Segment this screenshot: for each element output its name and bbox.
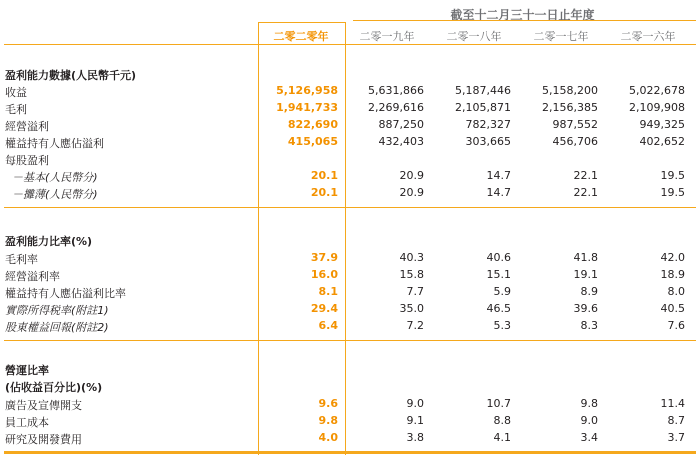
cell-2019: 9.1 (406, 414, 424, 427)
cell-2016: 11.4 (660, 397, 685, 410)
table-row (0, 397, 700, 414)
cell-2016: 2,109,908 (629, 101, 685, 114)
table-row (0, 186, 700, 203)
cell-2016: 40.5 (660, 302, 685, 315)
cell-2020: 9.6 (318, 397, 338, 410)
cell-2017: 8.9 (580, 285, 598, 298)
cell-2019: 7.2 (406, 319, 424, 332)
cell-2019: 2,269,616 (368, 101, 424, 114)
cell-2016: 5,022,678 (629, 84, 685, 97)
row-label: 廣告及宣傳開支 (5, 399, 82, 412)
row-label: 員工成本 (5, 416, 49, 429)
cell-2020: 822,690 (287, 118, 338, 131)
section-title-profitability-data (0, 67, 700, 84)
section-subtitle: (佔收益百分比)(%) (5, 381, 103, 394)
cell-2017: 456,706 (552, 135, 598, 148)
section-title-profitability-ratios (0, 233, 700, 250)
cell-2019: 9.0 (406, 397, 424, 410)
period-rule (353, 20, 696, 21)
cell-2018: 40.6 (486, 251, 511, 264)
cell-2017: 987,552 (552, 118, 598, 131)
cell-2016: 8.0 (667, 285, 685, 298)
table-row (0, 268, 700, 285)
cell-2017: 3.4 (580, 431, 598, 444)
cell-2020: 9.8 (318, 414, 338, 427)
row-label: －攤薄(人民幣分) (12, 188, 98, 201)
cell-2020: 6.4 (318, 319, 338, 332)
cell-2016: 402,652 (639, 135, 685, 148)
cell-2019: 35.0 (399, 302, 424, 315)
cell-2018: 4.1 (493, 431, 511, 444)
cell-2019: 40.3 (399, 251, 424, 264)
cell-2018: 15.1 (486, 268, 511, 281)
table-row (0, 101, 700, 118)
row-label: 研究及開發費用 (5, 433, 82, 446)
row-label: 經營溢利率 (5, 270, 60, 283)
cell-2018: 782,327 (465, 118, 511, 131)
table-row (0, 152, 700, 169)
cell-2017: 8.3 (580, 319, 598, 332)
row-label: 權益持有人應佔溢利比率 (5, 287, 126, 300)
cell-2018: 14.7 (486, 169, 511, 182)
cell-2016: 42.0 (660, 251, 685, 264)
section-title: 營運比率 (5, 364, 49, 377)
cell-2018: 5,187,446 (455, 84, 511, 97)
cell-2019: 432,403 (378, 135, 424, 148)
row-label: 收益 (5, 86, 27, 99)
table-row (0, 118, 700, 135)
cell-2019: 5,631,866 (368, 84, 424, 97)
cell-2019: 20.9 (399, 169, 424, 182)
cell-2018: 14.7 (486, 186, 511, 199)
cell-2016: 19.5 (660, 186, 685, 199)
header-rule (4, 44, 696, 45)
cell-2020: 16.0 (310, 268, 338, 281)
row-label: 股東權益回報(附註2) (5, 321, 109, 334)
section-rule (4, 340, 696, 341)
cell-2018: 303,665 (465, 135, 511, 148)
section-subtitle-row (0, 379, 700, 396)
section-title: 盈利能力數據(人民幣千元) (5, 69, 137, 82)
cell-2020: 5,126,958 (276, 84, 338, 97)
table-row (0, 302, 700, 319)
cell-2017: 22.1 (573, 169, 598, 182)
cell-2017: 22.1 (573, 186, 598, 199)
section-rule (4, 207, 696, 208)
cell-2020: 415,065 (287, 135, 338, 148)
table-row (0, 319, 700, 336)
cell-2016: 949,325 (639, 118, 685, 131)
cell-2019: 887,250 (378, 118, 424, 131)
cell-2017: 41.8 (573, 251, 598, 264)
table-row (0, 414, 700, 431)
cell-2019: 3.8 (406, 431, 424, 444)
year-header-2016: 二零一六年 (620, 30, 676, 43)
cell-2019: 20.9 (399, 186, 424, 199)
section-title: 盈利能力比率(%) (5, 235, 93, 248)
table-row (0, 251, 700, 268)
cell-2016: 7.6 (667, 319, 685, 332)
cell-2018: 2,105,871 (455, 101, 511, 114)
table-row (0, 169, 700, 186)
table-row (0, 285, 700, 302)
cell-2017: 5,158,200 (542, 84, 598, 97)
section-title-operating-ratios (0, 362, 700, 379)
period-header: 截至十二月三十一日止年度 (450, 8, 595, 22)
cell-2016: 8.7 (667, 414, 685, 427)
row-label: 權益持有人應佔溢利 (5, 137, 104, 150)
row-label: 毛利 (5, 103, 27, 116)
row-label: 經營溢利 (5, 120, 49, 133)
table-row (0, 431, 700, 448)
cell-2017: 2,156,385 (542, 101, 598, 114)
table-row (0, 135, 700, 152)
table-row (0, 84, 700, 101)
cell-2018: 10.7 (486, 397, 511, 410)
cell-2017: 9.0 (580, 414, 598, 427)
year-header-2017: 二零一七年 (533, 30, 589, 43)
cell-2016: 19.5 (660, 169, 685, 182)
cell-2020: 4.0 (318, 431, 338, 444)
cell-2020: 29.4 (310, 302, 338, 315)
cell-2018: 8.8 (493, 414, 511, 427)
cell-2020: 20.1 (310, 169, 338, 182)
cell-2020: 20.1 (310, 186, 338, 199)
cell-2019: 7.7 (406, 285, 424, 298)
row-label: －基本(人民幣分) (12, 171, 98, 184)
row-label: 實際所得税率(附註1) (5, 304, 109, 317)
year-header-2019: 二零一九年 (359, 30, 415, 43)
bottom-rule (4, 451, 696, 454)
year-header-2018: 二零一八年 (446, 30, 502, 43)
row-label: 毛利率 (5, 253, 38, 266)
cell-2017: 9.8 (580, 397, 598, 410)
row-label: 每股盈利 (5, 154, 49, 167)
cell-2020: 8.1 (318, 285, 338, 298)
cell-2016: 18.9 (660, 268, 685, 281)
cell-2018: 5.9 (493, 285, 511, 298)
cell-2018: 5.3 (493, 319, 511, 332)
cell-2020: 37.9 (310, 251, 338, 264)
cell-2020: 1,941,733 (276, 101, 338, 114)
cell-2016: 3.7 (667, 431, 685, 444)
cell-2019: 15.8 (399, 268, 424, 281)
year-header-2020: 二零二零年 (273, 30, 329, 43)
cell-2018: 46.5 (486, 302, 511, 315)
cell-2017: 19.1 (573, 268, 598, 281)
cell-2017: 39.6 (573, 302, 598, 315)
